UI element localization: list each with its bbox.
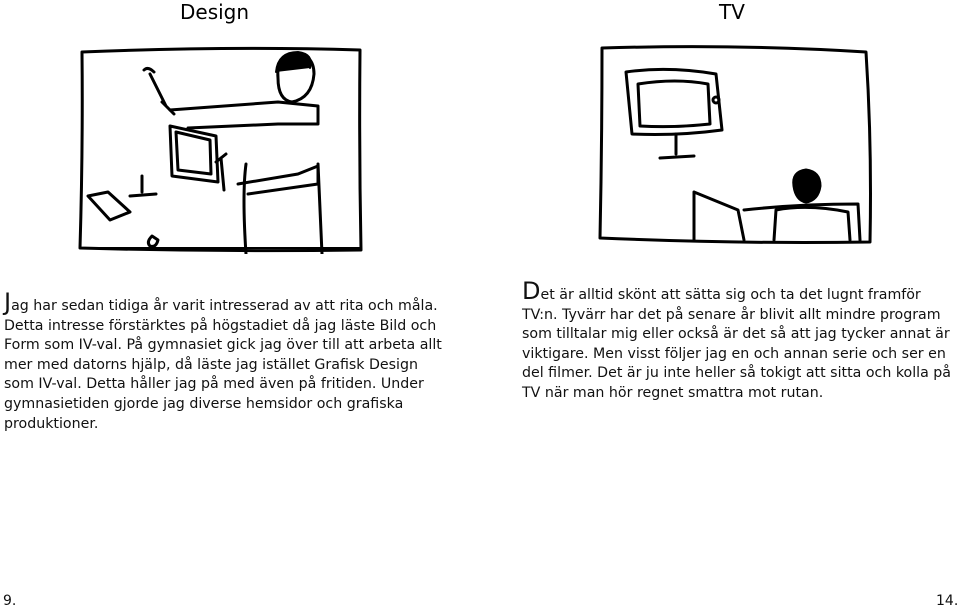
body-paragraph: et är alltid skönt att sätta sig och ta det lugnt framför TV:n. Tyvärr har det på senare år blivit allt mindre program som tilltalar mig eller också är det så att jag tycker annat är viktigare. Men visst följer jag en och annan serie och ser en del filmer. Det är ju inte heller så tokigt att sitta och kolla på TV när man hör regnet smattra mot rutan. bbox=[522, 287, 952, 401]
body-text-tv bbox=[522, 277, 954, 404]
page-title-tv: TV bbox=[719, 0, 745, 24]
person-hair bbox=[276, 52, 311, 72]
viewer-head bbox=[794, 170, 820, 202]
page-title-design: Design bbox=[180, 0, 250, 24]
dropcap-letter: D bbox=[522, 277, 541, 305]
page-number-left: 9. bbox=[3, 593, 17, 609]
monitor-stand bbox=[130, 176, 156, 196]
keyboard-shape bbox=[88, 192, 130, 220]
person-arm-lower bbox=[238, 166, 318, 194]
tv-knob bbox=[713, 97, 719, 103]
page-number-right: 14. bbox=[936, 593, 959, 609]
person-arm-upper bbox=[170, 102, 318, 128]
body-paragraph: ag har sedan tidiga år varit intresserad av att rita och måla. Detta intresse förstärktes på högstadiet då jag läste Bild och Form som IV-val. På gymnasiet gick jag över till att arbeta allt mer med datorns hjälp, då läste jag istället Grafisk Design som IV-val. Detta håller jag på med även på fritiden. Under gymnasietiden gjorde jag diverse hemsidor och grafiska produktioner. bbox=[4, 298, 442, 432]
illustration-frame bbox=[600, 47, 871, 243]
mouse-shape bbox=[148, 236, 158, 246]
tv-stand bbox=[660, 134, 694, 158]
illustration-computer-repair bbox=[78, 44, 364, 254]
body-text-design bbox=[4, 288, 444, 434]
illustration-frame bbox=[80, 48, 361, 250]
monitor-shape bbox=[170, 126, 218, 182]
illustration-watching-tv bbox=[598, 44, 874, 246]
dropcap-letter: J bbox=[4, 288, 12, 316]
tv-screen bbox=[638, 81, 710, 127]
viewer-body bbox=[774, 207, 850, 240]
wrench-icon bbox=[144, 68, 174, 114]
